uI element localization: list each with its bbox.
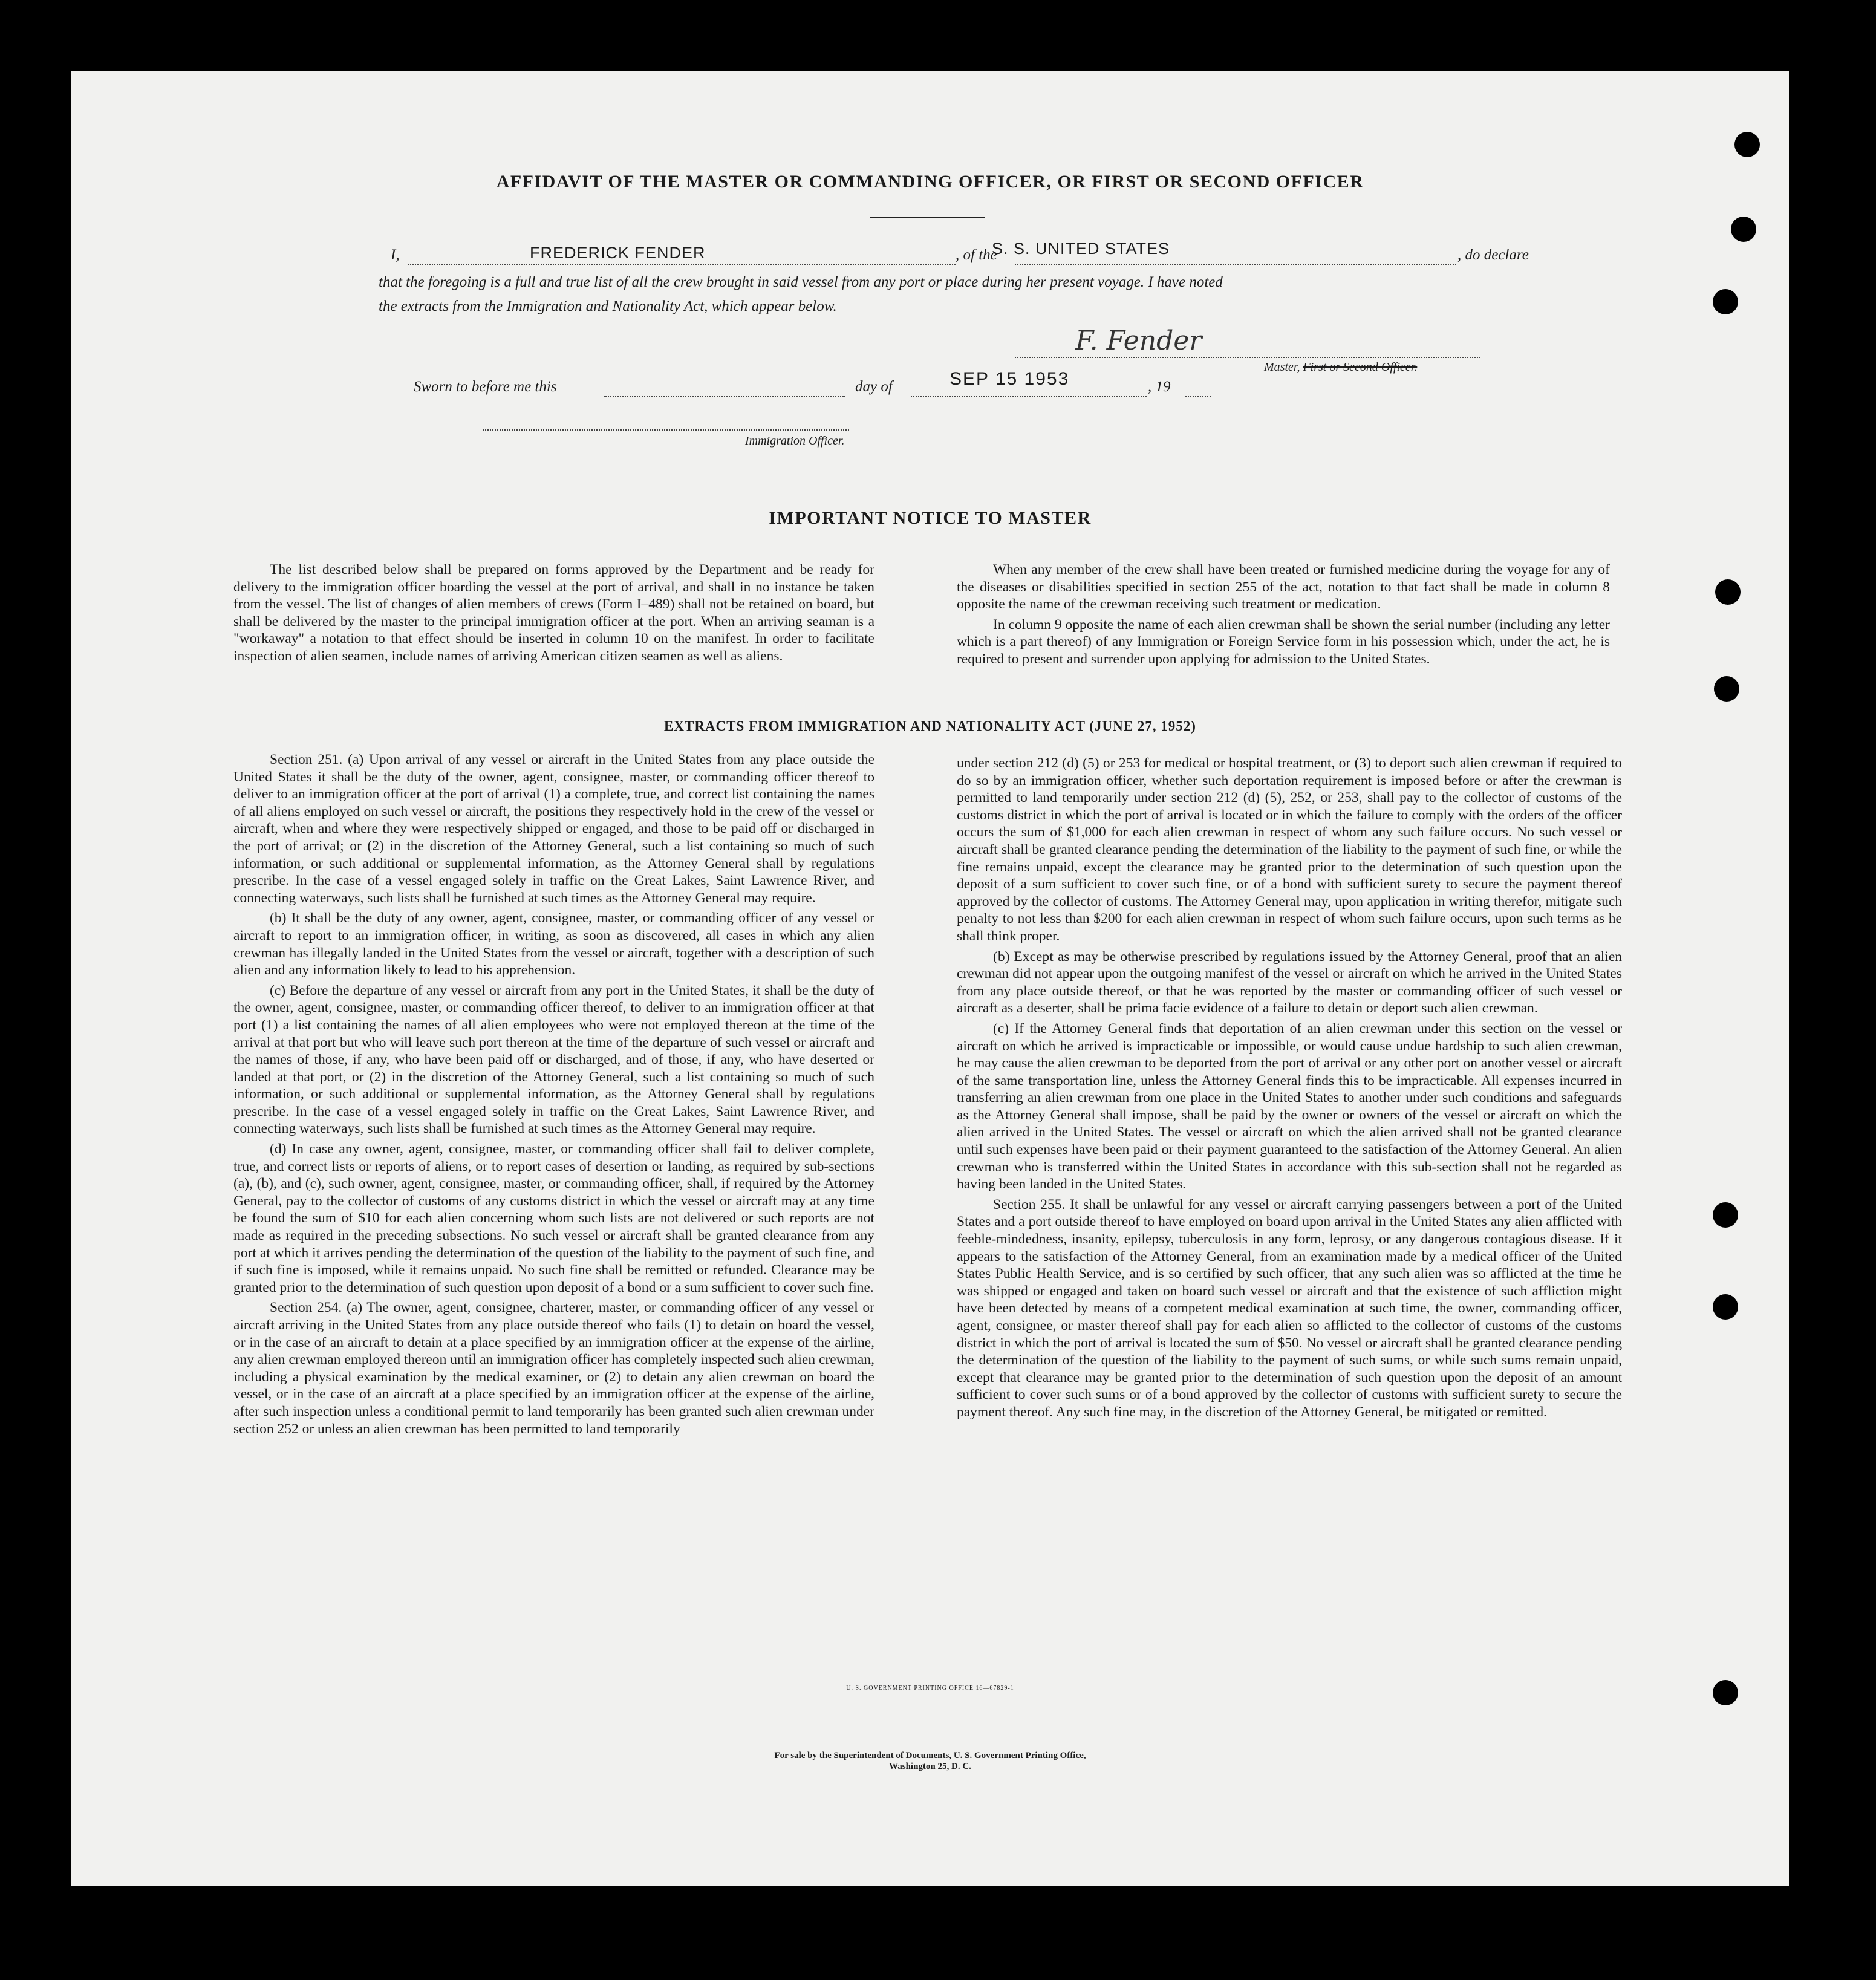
master-name-line <box>408 264 956 265</box>
year-prefix <box>1148 379 1171 396</box>
footer-line-2: Washington 25, D. C. <box>889 1762 971 1771</box>
section-251-b: (b) It shall be the duty of any owner, agent, consignee, master, or commanding officer of any vessel or aircraft to report to an immigration officer, in writing, as soon as discovered, all cases in which any alien crewman has illegally landed in the United States from the vessel or aircraft, together with a description of such alien and any information likely to lead to his apprehension. <box>233 910 874 979</box>
master-title-label: Master, <box>1264 360 1300 374</box>
affidavit-heading: AFFIDAVIT OF THE MASTER OR COMMANDING OFFICER, OR FIRST OR SECOND OFFICER <box>496 172 1364 192</box>
sworn-month-line <box>911 396 1147 397</box>
punch-hole <box>1713 1202 1738 1228</box>
sworn-day-line <box>604 396 845 397</box>
signature-line <box>1015 357 1480 358</box>
section-251-d: (d) In case any owner, agent, consignee, master, or commanding officer shall fail to deliver complete, true, and correct lists or reports of aliens, or to report cases of desertion or landing, as required by sub-sections (a), (b), and (c), such owner, agent, consignee, master, or commanding officer, shall, if required by the Attorney General, pay to the collector of customs of any customs district in which the vessel or aircraft may at any time be found the sum of $10 for each alien concerning whom such lists are not delivered or such reports are not made as required in the preceding subsections. No such vessel or aircraft shall be granted clearance from any port at which it arrives pending the determination of the question of the liability to the payment of such fine, and if such fine is imposed, while it remains unpaid. No such fine shall be remitted or refunded. Clearance may be granted prior to the determination of such question upon deposit of a bond or a sum sufficient to cover such fine. <box>233 1141 874 1295</box>
section-254-a-continued: under section 212 (d) (5) or 253 for medical or hospital treatment, or (3) to deport such alien crewman if required to do so by an immigration officer, whether such deportation requirement is imposed before or after the crewman is permitted to land temporarily under section 212 (d) (5), 252, or 253, shall pay to the collector of customs of the customs district in which the port of arrival is located or in which the failure to comply with the orders of the officer occurs the sum of $1,000 for each alien crewman in respect of whom any such failure occurs. No such vessel or aircraft shall be granted clearance pending the determination of the liability to the payment of such fine, or while the fine remains unpaid, except the clearance may be granted prior to the determination of such question upon the deposit of a sum sufficient to cover such fine, or of a bond with sufficient surety to secure the payment thereof approved by the collector of customs. The Attorney General may, upon application in writing therefor, mitigate such penalty to not less than $200 for each alien crewman in respect of whom such failure occurs, upon such terms as he shall think proper. <box>957 755 1622 944</box>
punch-hole <box>1734 132 1760 157</box>
statement-line-1: that the foregoing is a full and true list of all the crew brought in said vessel from any port or place during her present voyage. I have noted <box>379 274 1223 290</box>
sales-footer <box>71 1750 1789 1772</box>
punch-hole <box>1713 289 1738 314</box>
sworn-label: Sworn to before me this <box>414 379 557 395</box>
punch-hole <box>1714 676 1739 702</box>
do-declare-label: , do declare <box>1457 247 1529 263</box>
punch-hole <box>1715 579 1741 605</box>
year-line <box>1185 396 1211 397</box>
master-name: FREDERICK FENDER <box>530 244 706 262</box>
punch-hole <box>1731 217 1756 242</box>
notice-right-column <box>957 561 1610 671</box>
vessel-name: S. S. UNITED STATES <box>992 239 1170 258</box>
notice-right-paragraph-1: When any member of the crew shall have been treated or furnished medicine during the voyage for any of the diseases or disabilities specified in section 255 of the act, notation to that fact shall be made in column 8 opposite the name of the crewman receiving such treatment or medication. <box>957 562 1610 613</box>
punch-hole <box>1713 1680 1738 1705</box>
vessel-name-line <box>1015 264 1456 265</box>
notice-left-paragraph: The list described below shall be prepared on forms approved by the Department and be ready for delivery to the immigration officer boarding the vessel at the port of arrival, and shall in no instance be taken from the vessel. The list of changes of alien members of crews (Form I–489) shall not be retained on board, but shall be delivered by the master to the principal immigration officer at the port. When an arriving seaman is a "workaway" a notation to that effect should be inserted in column 10 on the manifest. In order to facilitate inspection of alien seamen, include names of arriving American citizen seamen as well as aliens. <box>233 562 874 664</box>
statement-line-2: the extracts from the Immigration and Nationality Act, which appear below. <box>379 298 837 314</box>
i-label: I, <box>391 247 400 263</box>
of-the-label: , of the <box>956 247 997 263</box>
section-254-a: Section 254. (a) The owner, agent, consignee, charterer, master, or commanding officer of any vessel or aircraft arriving in the United States from any place outside thereof who fails (1) to detain on board the vessel, or in the case of an aircraft to detain at a place specified by an immigration officer at the expense of the airline, any alien crewman employed thereon until an immigration officer has completely inspected such alien crewman, including a physical examination by the medical examiner, or (2) to detain any alien crewman on board the vessel, or in the case of an aircraft at a place specified by an immigration officer at the expense of the airline, after such inspection unless a conditional permit to land temporarily has been granted such alien crewman under section 252 or unless an alien crewman has been permitted to land temporarily <box>233 1300 874 1437</box>
footer-line-1: For sale by the Superintendent of Documents, U. S. Government Printing Office, <box>774 1751 1086 1760</box>
immigration-officer-label: Immigration Officer. <box>745 434 845 448</box>
year-prefix-text: , 19 <box>1148 379 1171 395</box>
section-254-b: (b) Except as may be otherwise prescribed by regulations issued by the Attorney General, proof that an alien crewman did not appear upon the outgoing manifest of the vessel or aircraft on which he arrived in the United States from any place outside thereof, or that he was reported by the master or commanding officer of such vessel or aircraft as a deserter, shall be prima facie evidence of a failure to detain or deport such alien crewman. <box>957 948 1622 1017</box>
immigration-officer-line <box>483 429 849 431</box>
extracts-right-column <box>957 755 1622 1424</box>
gpo-imprint: U. S. GOVERNMENT PRINTING OFFICE 16—67829-1 <box>846 1685 1014 1692</box>
punch-hole <box>1713 1294 1738 1320</box>
officer-title-struck: First or Second Officer. <box>1303 360 1418 374</box>
section-251-c: (c) Before the departure of any vessel or aircraft from any port in the United States, it shall be the duty of the owner, agent, consignee, master, or commanding officer thereof, to deliver to an immigration officer at that port (1) a list containing the names of all alien employees who were not employed thereon at the time of the arrival at that port but who will leave such port thereon at the time of the departure of such vessel or aircraft and the names of those, if any, who have been paid off or discharged, and of those, if any, who have deserted or landed at that port, or (2) in the discretion of the Attorney General, such a list containing so much of such information, or such additional or supplemental information, as the Attorney General shall by regulations prescribe. In the case of a vessel engaged solely in traffic on the Great Lakes, Saint Lawrence River, and connecting waterways, such lists shall be furnished at such times as the Attorney General may require. <box>233 982 874 1137</box>
notice-title: IMPORTANT NOTICE TO MASTER <box>769 508 1092 528</box>
form-page <box>71 71 1789 1886</box>
heading-underline <box>870 217 985 218</box>
date-stamp: SEP 15 1953 <box>949 369 1070 389</box>
day-of-label: day of <box>855 379 893 395</box>
master-title <box>1264 360 1417 374</box>
section-254-c: (c) If the Attorney General finds that deportation of an alien crewman under this section on the vessel or aircraft on which he arrived is impracticable or impossible, or would cause undue hardship to such alien crewman, he may cause the alien crewman to be deported from the port of arrival or any other port on another vessel or aircraft of the same transportation line, unless the Attorney General finds this to be impracticable. All expenses incurred in transferring an alien crewman from one place in the United States to another under such conditions and safeguards as the Attorney General shall impose, shall be paid by the owner or owners of the vessel or aircraft on which the alien arrived in the United States. The vessel or aircraft on which the alien arrived shall not be granted clearance until such expenses have been paid or their payment guaranteed to the satisfaction of the Attorney General. An alien crewman who is transferred within the United States in accordance with this sub-section shall not be regarded as having been landed in the United States. <box>957 1020 1622 1193</box>
section-251-a: Section 251. (a) Upon arrival of any vessel or aircraft in the United States from any place outside the United States it shall be the duty of the owner, agent, consignee, master, or commanding officer thereof to deliver to an immigration officer at the port of arrival (1) a complete, true, and correct list containing the names of all aliens employed on such vessel or aircraft, the positions they respectively hold in the crew of the vessel or aircraft, when and where they were respectively shipped or engaged, and those to be paid off or discharged in the port of arrival; or (2) in the discretion of the Attorney General, such a list containing so much of such information, or such additional or supplemental information, as the Attorney General shall by regulations prescribe. In the case of a vessel engaged solely in traffic on the Great Lakes, Saint Lawrence River, and connecting waterways, such lists shall be furnished at such times as the Attorney General may require. <box>233 752 874 906</box>
notice-left-column <box>233 561 874 668</box>
extracts-left-column <box>233 751 874 1441</box>
extracts-title: EXTRACTS FROM IMMIGRATION AND NATIONALITY ACT (JUNE 27, 1952) <box>664 718 1196 734</box>
notice-right-paragraph-2: In column 9 opposite the name of each alien crewman shall be shown the serial number (including any letter which is a part thereof) of any Immigration or Foreign Service form in his possession which, under the act, he is required to present and surrender upon applying for admission to the United States. <box>957 616 1610 667</box>
section-255: Section 255. It shall be unlawful for any vessel or aircraft carrying passengers between a port of the United States and a port outside thereof to have employed on board upon arrival in the United States any alien afflicted with feeble-mindedness, insanity, epilepsy, tuberculosis in any form, leprosy, or any dangerous contagious disease. If it appears to the satisfaction of the Attorney General, from an examination made by a medical officer of the United States Public Health Service, and is so certified by such officer, that any such alien was so afflicted at the time he was shipped or engaged and taken on board such vessel or aircraft and that the existence of such affliction might have been detected by means of a competent medical examination at such time, the owner, commanding officer, agent, consignee, or master thereof shall pay for each alien so afflicted to the collector of customs of the customs district in which the port of arrival is located the sum of $50. No vessel or aircraft shall be granted clearance pending the determination of the question of the liability to the payment of such sums, or while such sums remain unpaid, except that clearance may be granted prior to the determination of such question upon the deposit of an amount sufficient to cover such sums or of a bond approved by the collector of customs with sufficient surety to secure the payment thereof. Any such fine may, in the discretion of the Attorney General, be mitigated or remitted. <box>957 1196 1622 1420</box>
master-signature: F. Fender <box>1075 325 1202 356</box>
